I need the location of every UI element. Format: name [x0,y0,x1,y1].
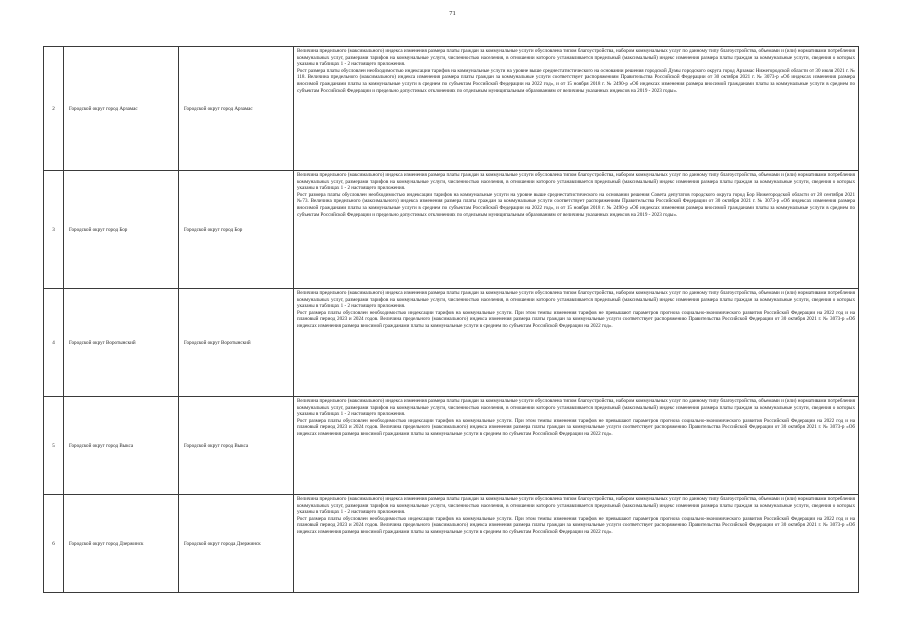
table-row [44,397,859,495]
justification-paragraph: Рост размера платы обусловлен необходимостью индексации тарифов на коммунальные услуги. При этом темпы изменения тарифов не превышают параметров прогноза социально-экономического развития Российской Федерации на 2022 год и на плановый период 2023 и 2024 годов. Величина предельного (максимального) индекса изменения размера платы граждан за коммунальные услуги соответствует распоряжению Правительства Российской Федерации от 30 октября 2021 г. № 3073-р «Об индексах изменения размера вносимой гражданами платы за коммунальные услуги в среднем по субъектам Российской Федерации на 2022 год». [297,515,855,535]
row-number: 4 [44,289,64,397]
justification-paragraph: Величина предельного (максимального) индекса изменения размера платы граждан за коммунальные услуги обусловлена типом благоустройства, набором коммунальных услуг по данному типу благоустройства, объемами и (или) нормативами потребления коммунальных услуг, размерами тарифов на коммунальные услуги, численностью населения, в отношении которого устанавливается предельный (максимальный) индекс изменения размера платы граждан за коммунальные услуги, сведения о которых указаны в таблицах 1 - 2 настоящего приложения. [297,398,855,418]
row-number: 2 [44,47,64,171]
municipality-name: Городской округ Воротынский [64,289,179,397]
table-row [44,495,859,593]
justification-paragraph: Рост размера платы обусловлен необходимостью индексации тарифов на коммунальные услуги на уровне выше среднестатистического на основании решения Совета депутатов городского округа город Бор Нижегородской области от 28 сентября 2021 №73. Величина предельного (максимального) индекса изменения размера платы граждан за коммунальные услуги соответствует распоряжениям Правительства Российской Федерации от 30 октября 2021 г. № 3073-р «Об индексах изменения размера вносимой гражданами платы за коммунальные услуги в среднем по субъектам Российской Федерации на 2022 год», и от 15 ноября 2018 г. № 2490-р «Об индексах изменения размера вносимой гражданами платы за коммунальные услуги в среднем по субъектам Российской Федерации и предельно допустимых отклонениях по отдельным муниципальным образованиям от величины указанных индексов на 2019 - 2023 годы». [297,191,855,218]
justification-text [294,495,859,593]
page-number: 71 [449,10,456,17]
municipality-full-name: Городской округ города Дзержинск [179,495,294,593]
table-row [44,289,859,397]
row-number: 3 [44,171,64,289]
municipality-full-name: Городской округ город Бор [179,171,294,289]
justification-paragraph: Рост размера платы обусловлен необходимостью индексации тарифов на коммунальные услуги. При этом темпы изменения тарифов не превышают параметров прогноза социально-экономического развития Российской Федерации на 2022 год и на плановый период 2023 и 2024 годов. Величина предельного (максимального) индекса изменения размера платы граждан за коммунальные услуги соответствует распоряжению Правительства Российской Федерации от 30 октября 2021 г. № 3073-р «Об индексах изменения размера вносимой гражданами платы за коммунальные услуги в среднем по субъектам Российской Федерации на 2022 год». [297,417,855,437]
justification-paragraph: Величина предельного (максимального) индекса изменения размера платы граждан за коммунальные услуги обусловлена типом благоустройства, набором коммунальных услуг по данному типу благоустройства, объемами и (или) нормативами потребления коммунальных услуг, размерами тарифов на коммунальные услуги, численностью населения, в отношении которого устанавливается предельный (максимальный) индекс изменения размера платы граждан за коммунальные услуги, сведения о которых указаны в таблицах 1 - 2 настоящего приложения. [297,48,855,68]
table-row [44,171,859,289]
row-number: 5 [44,397,64,495]
municipality-full-name: Городской округ город Арзамас [179,47,294,171]
row-number: 6 [44,495,64,593]
justification-paragraph: Величина предельного (максимального) индекса изменения размера платы граждан за коммунальные услуги обусловлена типом благоустройства, набором коммунальных услуг по данному типу благоустройства, объемами и (или) нормативами потребления коммунальных услуг, размерами тарифов на коммунальные услуги, численностью населения, в отношении которого устанавливается предельный (максимальный) индекс изменения размера платы граждан за коммунальные услуги, сведения о которых указаны в таблицах 1 - 2 настоящего приложения. [297,172,855,192]
justification-text [294,47,859,171]
justification-paragraph: Рост размера платы обусловлен необходимостью индексации тарифов на коммунальные услуги. При этом темпы изменения тарифов не превышают параметров прогноза социально-экономического развития Российской Федерации на 2022 год и на плановый период 2023 и 2024 годов. Величина предельного (максимального) индекса изменения размера платы граждан за коммунальные услуги соответствует распоряжению Правительства Российской Федерации от 30 октября 2021 г. № 3073-р «Об индексах изменения размера вносимой гражданами платы за коммунальные услуги в среднем по субъектам Российской Федерации на 2022 год». [297,309,855,329]
justification-text [294,171,859,289]
table-row [44,47,859,171]
justification-paragraph: Рост размера платы обусловлен необходимостью индексации тарифов на коммунальные услуги на уровне выше среднестатистического на основании решения городской Думы городского округа город Арзамас Нижегородской области от 30 июля 2021 г. № 118. Величина предельного (максимального) индекса изменения размера платы граждан за коммунальные услуги соответствует распоряжениям Правительства Российской Федерации от 30 октября 2021 г. № 3073-р «Об индексах изменения размера вносимой гражданами платы за коммунальные услуги в среднем по субъектам Российской Федерации на 2022 год», и от 15 ноября 2018 г. № 2490-р «Об индексах изменения размера вносимой гражданами платы за коммунальные услуги в среднем по субъектам Российской Федерации и предельно допустимых отклонениях по отдельным муниципальным образованиям от величины указанных индексов на 2019 - 2023 годы». [297,67,855,94]
municipality-table [43,46,859,593]
justification-paragraph: Величина предельного (максимального) индекса изменения размера платы граждан за коммунальные услуги обусловлена типом благоустройства, набором коммунальных услуг по данному типу благоустройства, объемами и (или) нормативами потребления коммунальных услуг, размерами тарифов на коммунальные услуги, численностью населения, в отношении которого устанавливается предельный (максимальный) индекс изменения размера платы граждан за коммунальные услуги, сведения о которых указаны в таблицах 1 - 2 настоящего приложения. [297,290,855,310]
municipality-full-name: Городской округ Воротынский [179,289,294,397]
justification-paragraph: Величина предельного (максимального) индекса изменения размера платы граждан за коммунальные услуги обусловлена типом благоустройства, набором коммунальных услуг по данному типу благоустройства, объемами и (или) нормативами потребления коммунальных услуг, размерами тарифов на коммунальные услуги, численностью населения, в отношении которого устанавливается предельный (максимальный) индекс изменения размера платы граждан за коммунальные услуги, сведения о которых указаны в таблицах 1 - 2 настоящего приложения. [297,496,855,516]
municipality-name: Городской округ город Выкса [64,397,179,495]
justification-text [294,397,859,495]
justification-text [294,289,859,397]
municipality-name: Городской округ город Бор [64,171,179,289]
municipality-name: Городской округ город Арзамас [64,47,179,171]
municipality-name: Городской округ город Дзержинск [64,495,179,593]
municipality-full-name: Городской округ город Выкса [179,397,294,495]
